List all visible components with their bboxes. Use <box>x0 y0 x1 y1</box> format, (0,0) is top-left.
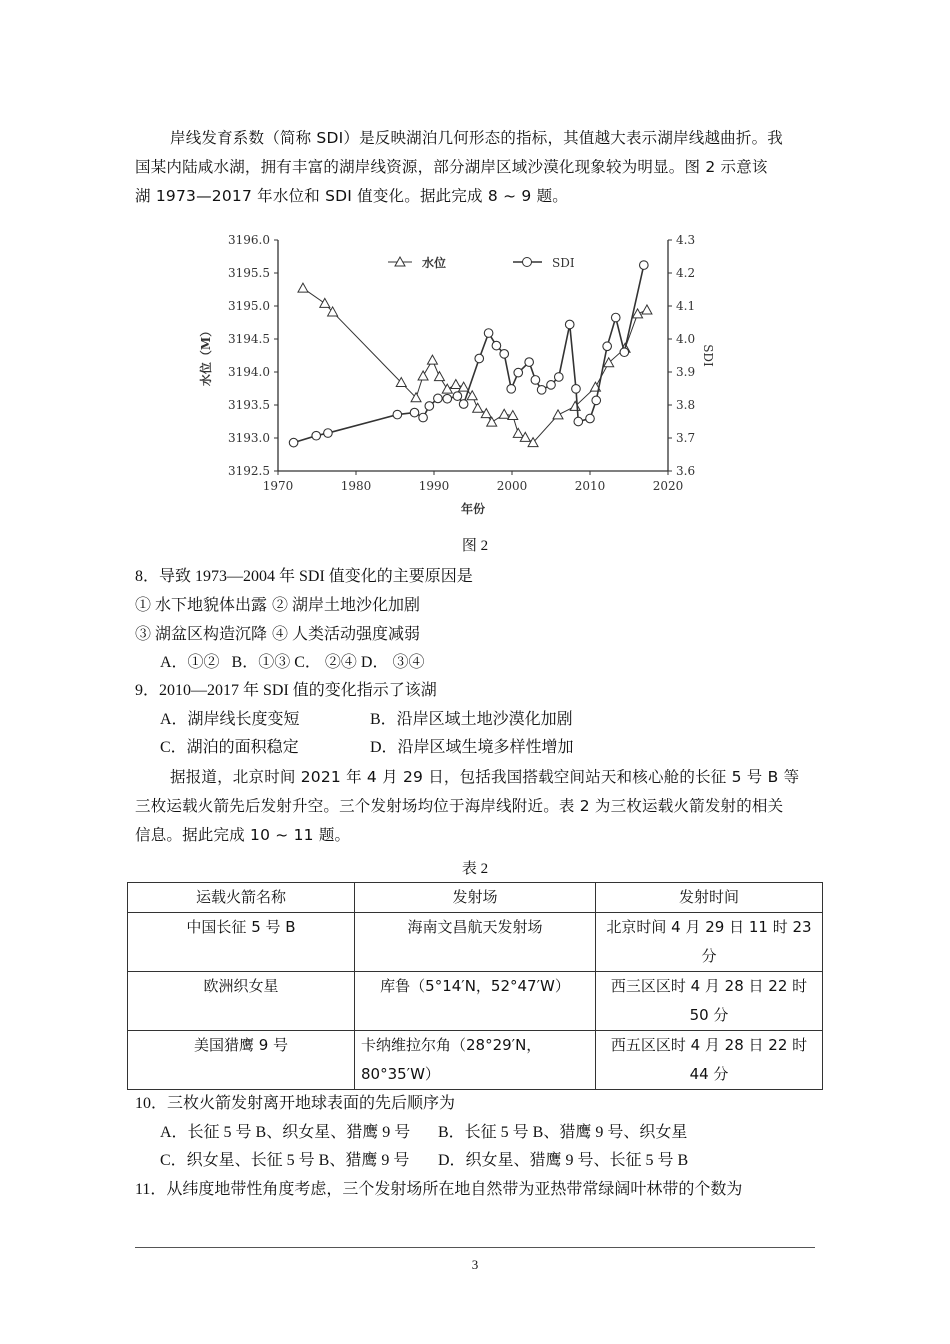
page-number: 3 <box>471 1257 479 1272</box>
intro2-line: 信息。据此完成 10 ~ 11 题。 <box>135 826 351 844</box>
x-tick-label: 1990 <box>418 479 450 493</box>
q10-stem: 10．三枚火箭发射离开地球表面的先后顺序为 <box>135 1095 456 1112</box>
sdi-point <box>434 394 443 403</box>
q10-option-b: B．长征 5 号 B、猎鹰 9 号、织女星 <box>438 1124 688 1141</box>
sdi-point <box>611 313 620 322</box>
sdi-point <box>500 350 509 359</box>
sdi-point <box>547 381 556 390</box>
sdi-point <box>592 396 601 405</box>
intro2-line: 三枚运载火箭先后发射升空。三个发射场均位于海岸线附近。表 2 为三枚运载火箭发射的相关 <box>135 797 784 815</box>
q8-item: ④ 人类活动强度减弱 <box>272 626 421 643</box>
figure-caption: 图 2 <box>461 538 489 554</box>
table-cell: 海南文昌航天发射场 <box>355 913 596 972</box>
sdi-point <box>525 358 534 367</box>
sdi-point <box>484 329 493 338</box>
x-tick-label: 1970 <box>262 479 294 493</box>
sdi-point <box>419 413 428 422</box>
q8-stem: 8．导致 1973—2004 年 SDI 值变化的主要原因是 <box>135 568 473 585</box>
sdi-point <box>324 429 333 438</box>
y-tick-label: 3194.5 <box>228 332 270 346</box>
water-level-point <box>427 355 437 364</box>
water-level-point <box>553 410 563 419</box>
x-tick-label: 2020 <box>652 479 684 493</box>
sdi-point <box>603 342 612 351</box>
series-line-water-level <box>303 288 647 442</box>
table-header: 发射场 <box>355 883 596 913</box>
sdi-point <box>443 394 452 403</box>
sdi-point <box>514 368 523 377</box>
table-row <box>128 913 823 972</box>
sdi-point <box>531 376 540 385</box>
x-tick-label: 2010 <box>574 479 606 493</box>
y-axis-label: 水位（M） <box>199 324 213 387</box>
legend-label: SDI <box>552 256 575 270</box>
y-tick-label: 3193.0 <box>228 431 270 445</box>
water-level-point <box>499 409 509 418</box>
table-header: 发射时间 <box>596 883 823 913</box>
table-cell: 欧洲织女星 <box>128 972 355 1031</box>
y-tick-label: 3195.0 <box>228 299 270 313</box>
sdi-point <box>507 385 516 394</box>
q8-item: ② 湖岸土地沙化加剧 <box>272 597 421 614</box>
water-level-point <box>473 403 483 412</box>
x-tick-label: 2000 <box>496 479 528 493</box>
table-header: 运载火箭名称 <box>128 883 355 913</box>
legend-label: 水位 <box>422 256 447 270</box>
q10-option-d: D．织女星、猎鹰 9 号、长征 5 号 B <box>438 1152 689 1169</box>
water-level-sdi-chart <box>190 225 715 525</box>
table-header-row <box>128 883 823 913</box>
table-caption: 表 2 <box>461 861 489 877</box>
y-tick-label: 3194.0 <box>228 365 270 379</box>
sdi-point <box>312 431 321 440</box>
table-cell: 北京时间 4 月 29 日 11 时 23 分 <box>596 913 823 972</box>
table-cell: 中国长征 5 号 B <box>128 913 355 972</box>
water-level-point <box>418 371 428 380</box>
y2-tick-label: 4.3 <box>676 233 696 247</box>
q10-option-a: A．长征 5 号 B、织女星、猎鹰 9 号 <box>160 1124 411 1141</box>
table-cell: 库鲁（5°14′N，52°47′W） <box>355 972 596 1031</box>
table-row <box>128 972 823 1031</box>
sdi-point <box>586 414 595 423</box>
water-level-point <box>487 417 497 426</box>
y2-tick-label: 3.9 <box>676 365 696 379</box>
water-level-point <box>298 283 308 292</box>
sdi-point <box>459 400 468 409</box>
sdi-point <box>453 392 462 401</box>
q9-option-a: A．湖岸线长度变短 <box>160 711 300 728</box>
q8-item: ③ 湖盆区构造沉降 <box>135 626 268 643</box>
sdi-point <box>425 402 434 411</box>
sdi-point <box>492 341 501 350</box>
legend-circle-icon <box>523 258 532 267</box>
x-axis-label: 年份 <box>460 502 486 516</box>
table-cell: 西三区区时 4 月 28 日 22 时 50 分 <box>596 972 823 1031</box>
intro-line: 湖 1973—2017 年水位和 SDI 值变化。据此完成 8 ~ 9 题。 <box>135 187 568 205</box>
sdi-point <box>393 410 402 419</box>
y-tick-label: 3192.5 <box>228 464 270 478</box>
water-level-point <box>434 372 444 381</box>
q9-option-c: C．湖泊的面积稳定 <box>160 739 299 756</box>
y2-tick-label: 3.8 <box>676 398 696 412</box>
q10-option-c: C．织女星、长征 5 号 B、猎鹰 9 号 <box>160 1152 410 1169</box>
y-tick-label: 3195.5 <box>228 266 270 280</box>
y-tick-label: 3196.0 <box>228 233 270 247</box>
water-level-point <box>320 298 330 307</box>
rocket-launch-table <box>127 882 823 1090</box>
q9-option-d: D．沿岸区域生境多样性增加 <box>370 739 574 756</box>
y2-axis-label: SDI <box>701 344 715 367</box>
table-row <box>128 1031 823 1090</box>
sdi-point <box>475 354 484 363</box>
y2-tick-label: 4.0 <box>676 332 696 346</box>
water-level-point <box>451 380 461 389</box>
q8-item: ① 水下地貌体出露 <box>135 597 268 614</box>
water-level-point <box>642 305 652 314</box>
x-tick-label: 1980 <box>340 479 372 493</box>
sdi-point <box>565 320 574 329</box>
water-level-point <box>513 428 523 437</box>
sdi-point <box>555 373 564 382</box>
y2-tick-label: 3.7 <box>676 431 696 445</box>
sdi-point <box>620 348 629 357</box>
table-cell: 卡纳维拉尔角（28°29′N，80°35′W） <box>355 1031 596 1090</box>
sdi-point <box>537 386 546 395</box>
q8-options: A．①② B．①③ C． ②④ D． ③④ <box>160 654 425 671</box>
sdi-point <box>574 417 583 426</box>
table-cell: 西五区区时 4 月 28 日 22 时 44 分 <box>596 1031 823 1090</box>
y2-tick-label: 4.1 <box>676 299 696 313</box>
y2-tick-label: 3.6 <box>676 464 696 478</box>
y2-tick-label: 4.2 <box>676 266 696 280</box>
y-tick-label: 3193.5 <box>228 398 270 412</box>
water-level-point <box>481 409 491 418</box>
q9-stem: 9．2010—2017 年 SDI 值的变化指示了该湖 <box>135 682 437 699</box>
sdi-point <box>289 438 298 447</box>
q9-option-b: B．沿岸区域土地沙漠化加剧 <box>370 711 573 728</box>
sdi-point <box>410 408 419 417</box>
intro2-line: 据报道，北京时间 2021 年 4 月 29 日，包括我国搭载空间站天和核心舱的长征 5 号 B 等 <box>170 768 800 786</box>
q11-stem: 11．从纬度地带性角度考虑，三个发射场所在地自然带为亚热带常绿阔叶林带的个数为 <box>135 1181 743 1198</box>
sdi-point <box>640 261 649 270</box>
sdi-point <box>572 385 581 394</box>
footer-divider <box>135 1247 815 1248</box>
intro-line: 岸线发育系数（简称 SDI）是反映湖泊几何形态的指标，其值越大表示湖岸线越曲折。我 <box>170 129 783 147</box>
table-cell: 美国猎鹰 9 号 <box>128 1031 355 1090</box>
intro-line: 国某内陆咸水湖，拥有丰富的湖岸线资源，部分湖岸区域沙漠化现象较为明显。图 2 示意该 <box>135 158 768 176</box>
